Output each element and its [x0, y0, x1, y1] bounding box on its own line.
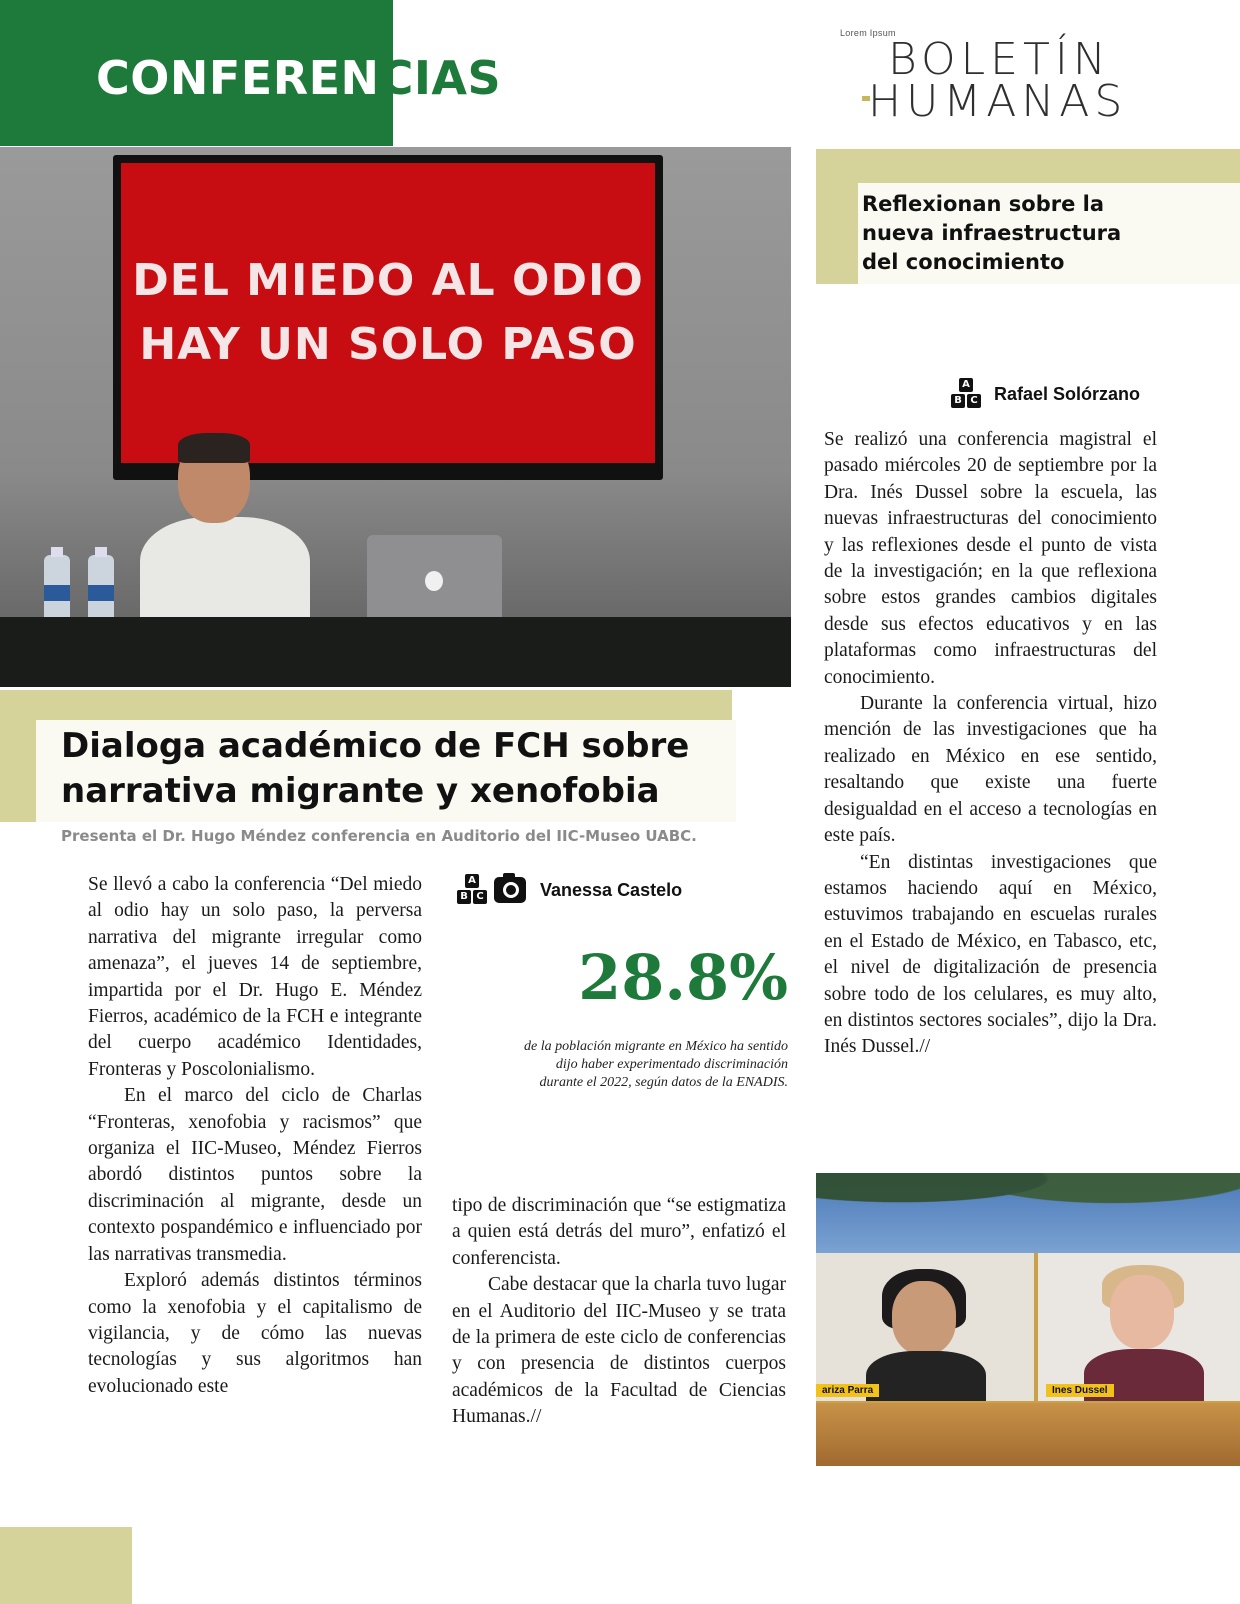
laptop [367, 535, 502, 625]
call-background-trees [816, 1173, 1240, 1233]
right-headline-line1: Reflexionan sobre la [862, 192, 1105, 216]
right-author-name: Rafael Solórzano [994, 383, 1141, 404]
participant-name-tag: ariza Parra [816, 1384, 879, 1397]
right-headline-line2: nueva infraestructura [862, 221, 1122, 245]
tv-display [113, 155, 663, 480]
speaker-figure [130, 437, 330, 627]
article-subhead: Presenta el Dr. Hugo Méndez conferencia en Auditorio del IIC-Museo UABC. [61, 827, 697, 845]
article-column-1 [88, 872, 422, 1400]
paragraph: En el marco del ciclo de Charlas “Fronteras, xenofobia y racismos” que organiza el IIC-Museo, Méndez Fierros abordó distintos puntos sobre la discriminación al migrante, desde un contexto pospandémico e influenciado por las narrativas transmedia. [88, 1085, 422, 1265]
screen-text-line1: DEL MIEDO AL ODIO [132, 255, 644, 306]
abc-blocks-icon: A B C [950, 378, 982, 410]
paragraph: Se realizó una conferencia magistral el pasado miércoles 20 de septiembre por la Dra. Inés Dussel sobre la escuela, las nuevas infraestructuras del conocimiento y las reflexiones desde el punto de vista de la investigación; en la que reflexiona sobre estos grandes cambios digitales desde sus efectos educativos y en las plataformas como infraestructuras del conocimiento. [824, 429, 1157, 688]
paragraph: “En distintas investigaciones que estamos haciendo aquí en México, estuvimos trabajando en escuelas rurales en el Estado de México, en Tabasco, etc, el nivel de digitalización de presencia sobre todo de los celulares, es muy alto, en distintos sectores sociales”, dijo la Dra. Inés Dussel.// [824, 851, 1157, 1058]
headline-line2: narrativa migrante y xenofobia [61, 771, 660, 811]
video-tile [816, 1253, 1034, 1401]
section-title [96, 50, 501, 106]
right-article-column [824, 427, 1157, 1061]
brand-line2: HUMANAS [868, 76, 1128, 127]
article-headline [61, 724, 689, 814]
right-author-credit [950, 378, 1140, 410]
paragraph: Exploró además distintos términos como la xenofobia y el capitalismo de vigilancia, y de cómo las nuevas tecnologías y sus algoritmos han evolucionado este [88, 1270, 422, 1397]
stat-value: 28.8% [578, 941, 788, 1014]
abc-blocks-icon: A B C [456, 874, 488, 906]
brand-tagline: Lorem Ipsum [840, 28, 896, 38]
section-title-part1: CONFEREN [96, 51, 380, 105]
video-tile [1038, 1253, 1240, 1401]
brand-logo [840, 26, 1180, 126]
paragraph: tipo de discriminación que “se estigmatiza a quien está detrás del muro”, enfatizó el conferencista. [452, 1195, 786, 1269]
camera-icon [494, 877, 526, 903]
headline-accent-left [0, 690, 36, 822]
right-headline-line3: del conocimiento [862, 250, 1065, 274]
call-background-building [816, 1403, 1240, 1466]
tv-screen [121, 163, 655, 463]
paragraph: Se llevó a cabo la conferencia “Del miedo al odio hay un solo paso, la perversa narrativa del migrante irregular como amenaza”, el jueves 14 de septiembre, impartida por el Dr. Hugo E. Méndez Fierros, académico de la FCH e integrante del cuerpo académico Identidades, Fronteras y Poscolonialismo. [88, 874, 422, 1080]
participant-name-tag: Ines Dussel [1046, 1384, 1114, 1397]
desk [0, 617, 791, 687]
paragraph: Durante la conferencia virtual, hizo mención de las investigaciones que ha realizado en México en ese sentido, resaltando que existe una fuerte desigualdad en el acceso a tecnologías en este país. [824, 693, 1157, 847]
video-call-photo [816, 1173, 1240, 1466]
brand-line1: BOLETÍN [888, 34, 1111, 85]
stat-description: de la población migrante en México ha sentido dijo haber experimentado discriminación durante el 2022, según datos de la ENADIS. [524, 1039, 788, 1090]
article-column-2 [452, 1193, 786, 1431]
section-title-part2: CIAS [379, 51, 502, 105]
screen-text-line2: HAY UN SOLO PASO [139, 319, 637, 370]
right-article-headline [862, 190, 1121, 277]
author-credit [456, 874, 682, 906]
footer-accent-block [0, 1527, 132, 1604]
author-name: Vanessa Castelo [540, 879, 683, 900]
headline-line1: Dialoga académico de FCH sobre [61, 726, 690, 766]
apple-logo-icon [425, 571, 443, 591]
paragraph: Cabe destacar que la charla tuvo lugar en el Auditorio del IIC-Museo y se trata de la primera de este ciclo de conferencias y con presencia de distintos cuerpos académicos de la Facultad de Ciencias Humanas.// [452, 1274, 786, 1428]
headline-accent-top [0, 690, 732, 720]
conference-photo [0, 147, 791, 687]
